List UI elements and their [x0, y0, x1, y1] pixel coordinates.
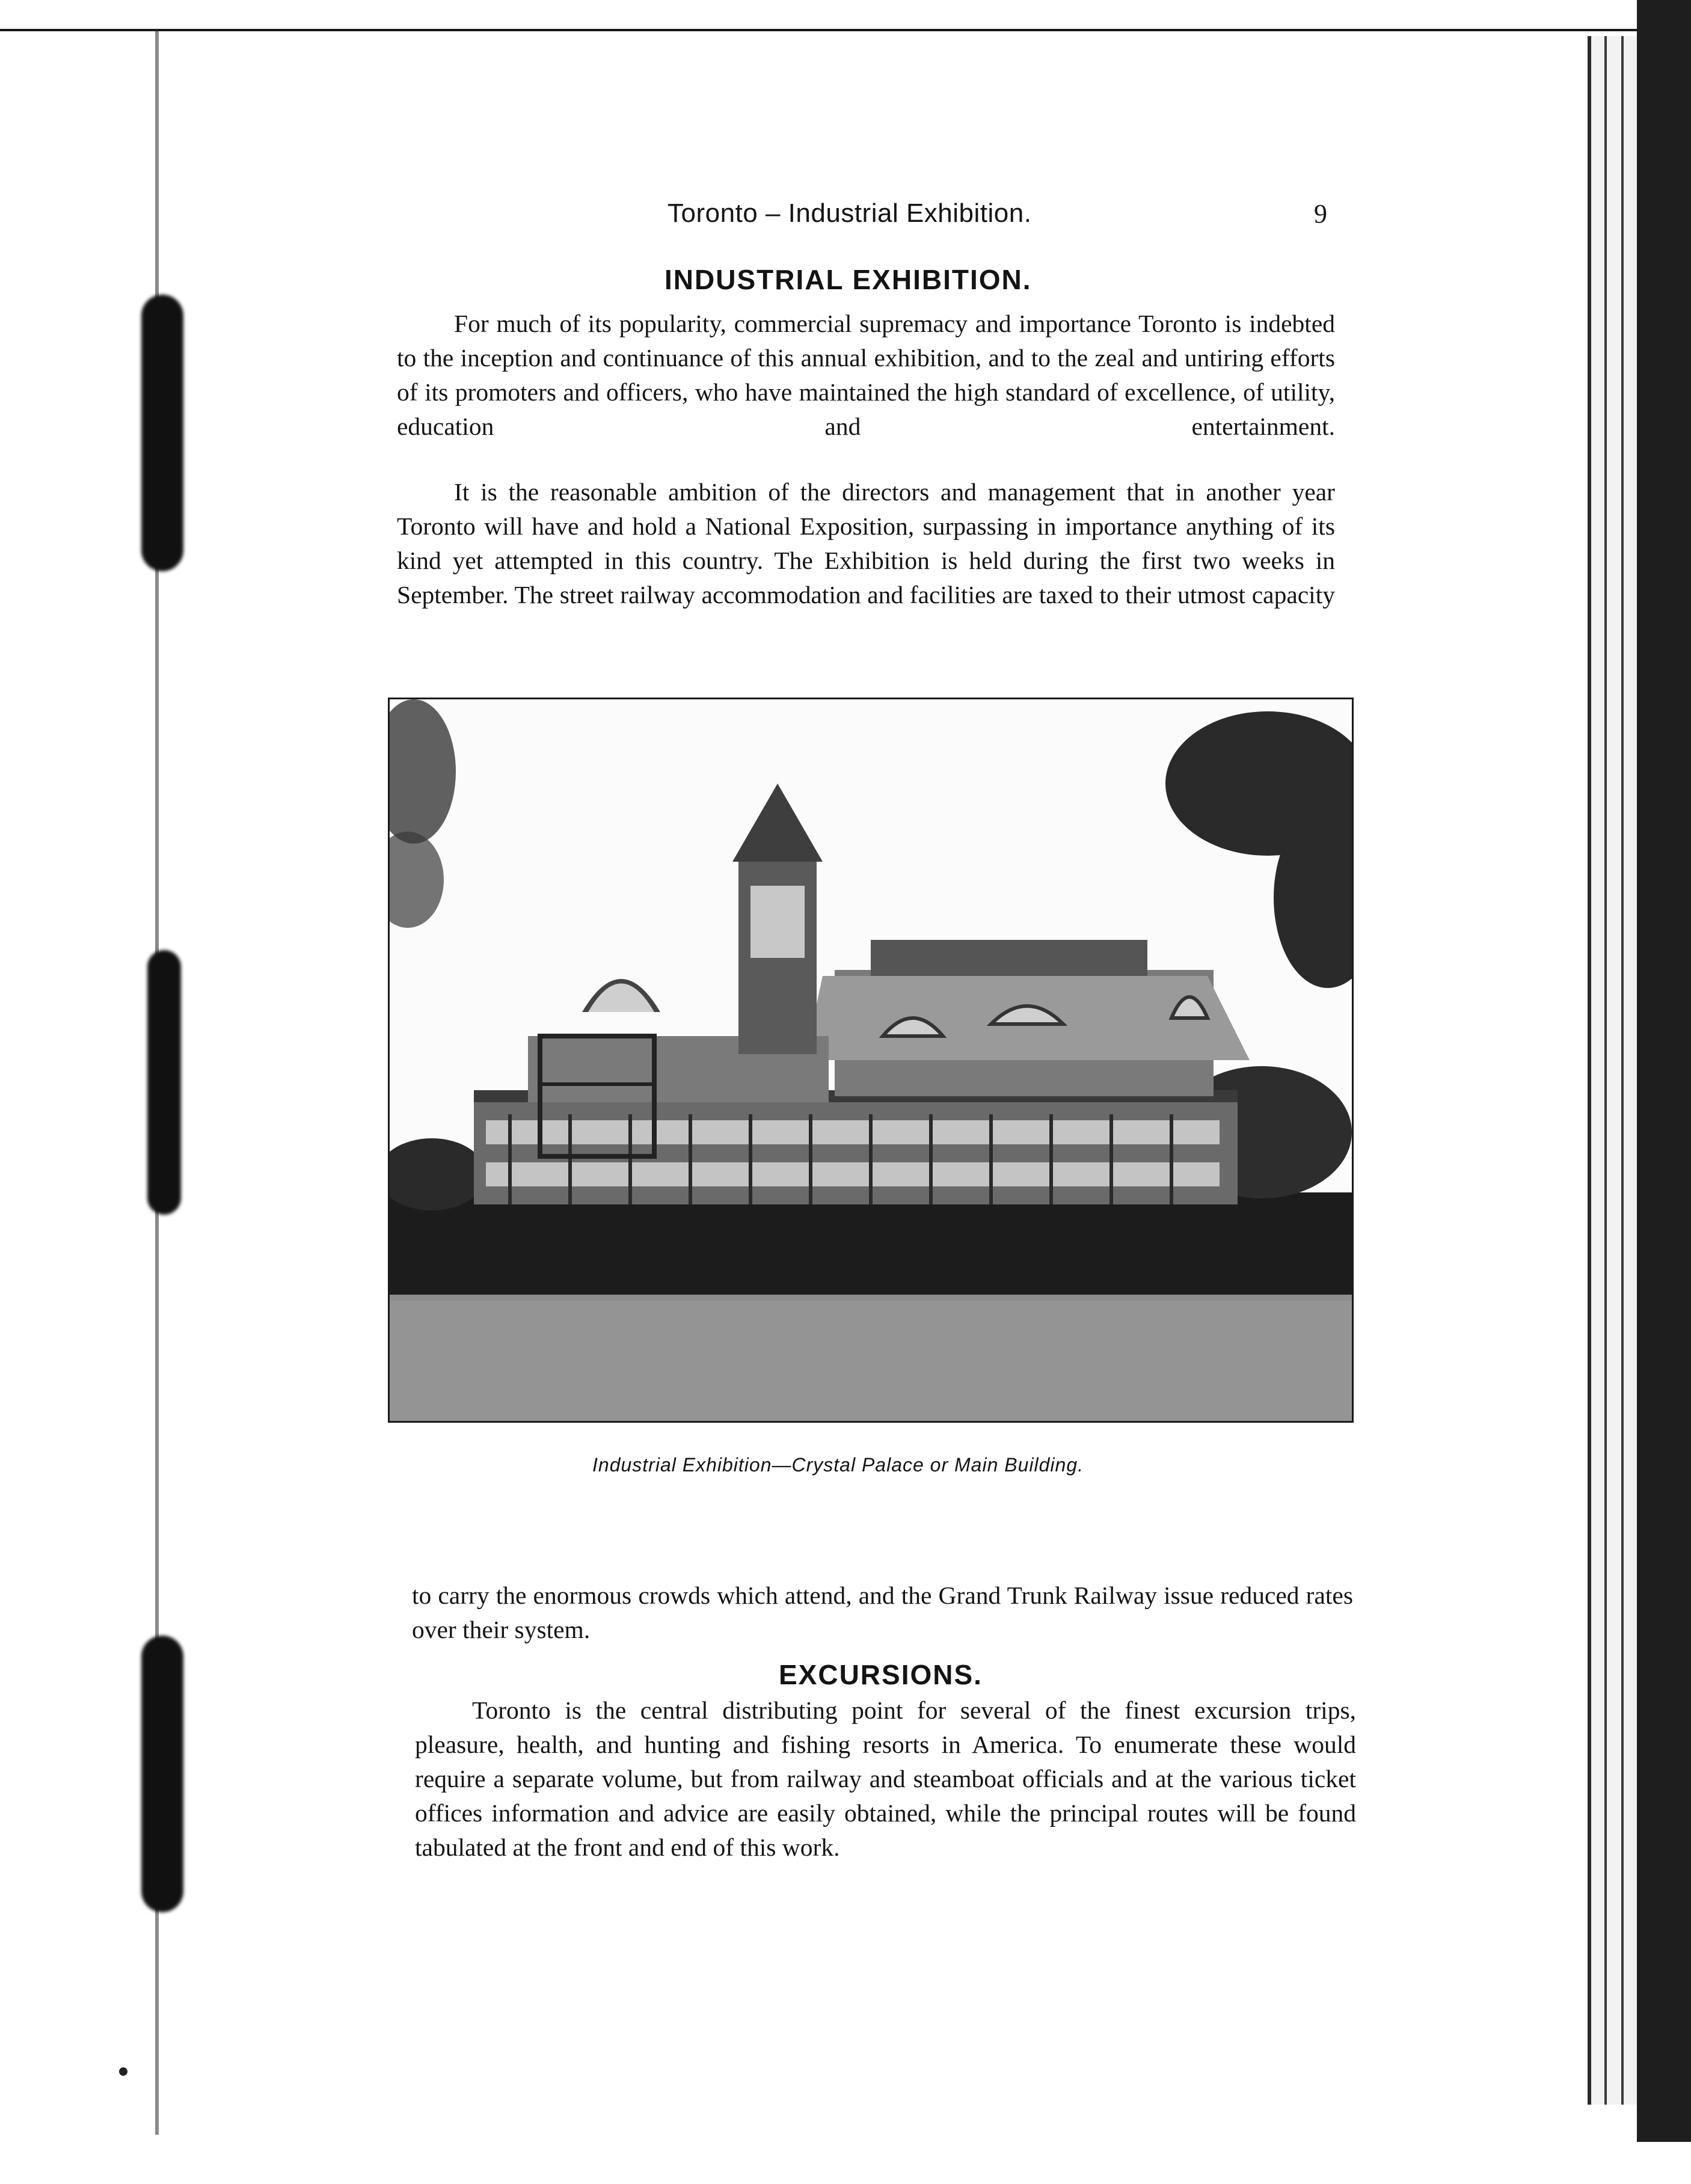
book-edge — [1588, 36, 1640, 2105]
scan-border-top — [0, 0, 1691, 31]
binding-mark — [141, 1636, 183, 1912]
running-head: Toronto – Industrial Exhibition. — [668, 198, 1032, 228]
scan-border-right — [1637, 0, 1691, 2184]
body-paragraph: Toronto is the central distributing point for several of the finest excursion trips, pleasure, health, and hunting and fishing resorts in America. To enumerate these would require a separate volume, but from railway and steamboat officials and at the various ticket offices information and advice are easily obtained, while the principal routes will be found tabulated at the front and end of this work. — [415, 1696, 1356, 1861]
page-number: 9 — [1314, 199, 1327, 229]
body-paragraph: For much of its popularity, commercial supremacy and importance Toronto is indebted to the inception and continuance of this annual exhibition, and to the zeal and untiring efforts of its promoters and officers, who have maintained the high standard of excellence, of utility, education and entertainment. — [397, 310, 1335, 440]
figure-caption: Industrial Exhibition—Crystal Palace or Main Building. — [592, 1454, 1084, 1476]
ink-speck — [119, 2067, 127, 2076]
section-heading: INDUSTRIAL EXHIBITION. — [664, 264, 1032, 295]
binding-mark — [147, 950, 181, 1215]
body-paragraph: It is the reasonable ambition of the directors and management that in another year Toronto will have and hold a National Exposition, surpassing in importance anything of its kind yet attempted in this country. The Exhibition is held during the first two weeks in September. The street railway accommodation and facilities are taxed to their utmost capacity — [397, 478, 1335, 609]
body-paragraph: to carry the enormous crowds which attend, and the Grand Trunk Railway issue reduced rates over their system. — [412, 1581, 1353, 1643]
photograph-crystal-palace — [388, 698, 1354, 1423]
scan-border-bottom — [0, 2142, 1691, 2184]
binding-mark — [141, 295, 183, 571]
section-heading: EXCURSIONS. — [779, 1659, 983, 1690]
